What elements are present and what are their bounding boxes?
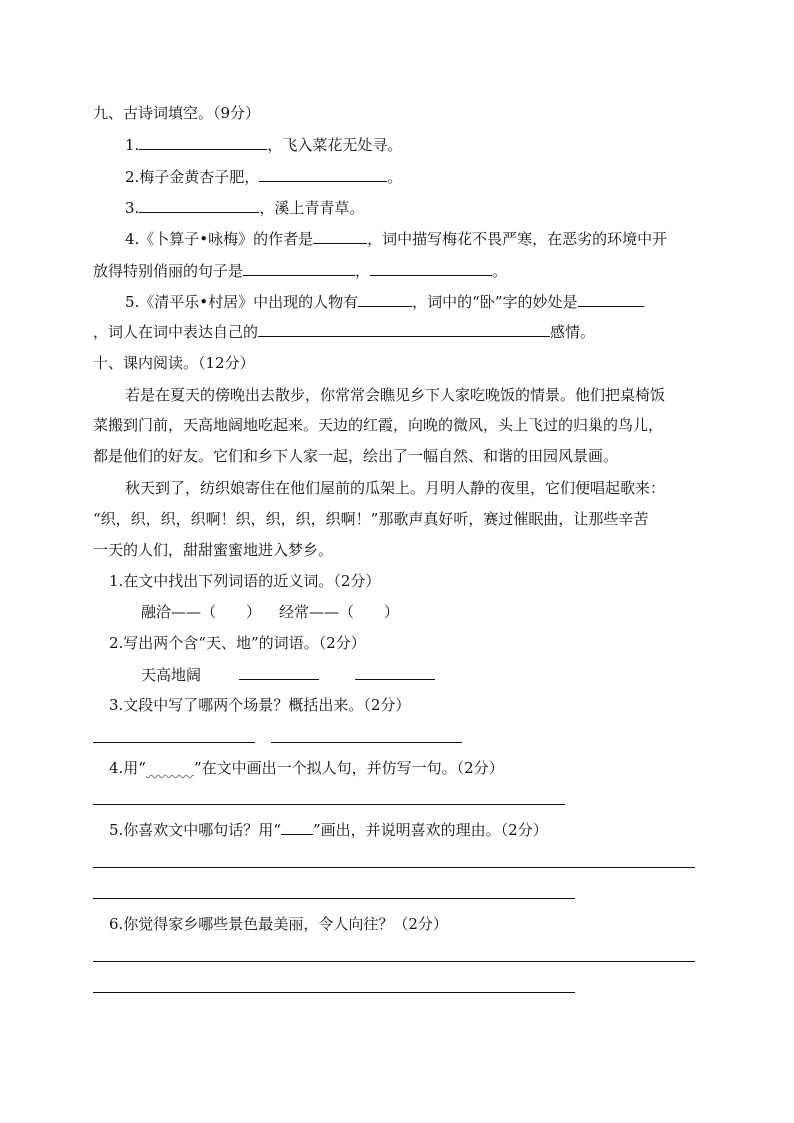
poem-q5-line1: 5.《清平乐•村居》中出现的人物有 ，词中的“卧”字的妙处是 (125, 291, 644, 312)
q5-answer-line-2[interactable] (93, 898, 575, 899)
synonym-a[interactable]: 融洽——（ ） (141, 603, 262, 621)
poem-q4-line2: 放得特别俏丽的句子是 ， 。 (93, 262, 508, 280)
poem-q3: 3. ，溪上青青草。 (125, 199, 365, 217)
word-blank-2[interactable] (355, 664, 435, 680)
reading-q3: 3.文段中写了哪两个场景？概括出来。（2分） (109, 696, 411, 714)
poem-q5-line2: ，词人在词中表达自己的 感情。 (93, 323, 596, 341)
q3-answer-line-1[interactable] (93, 742, 255, 743)
poem-q5-feeling-blank[interactable] (258, 321, 550, 337)
wavy-underline-mark: ～～～ (145, 759, 194, 777)
q4-answer-line[interactable] (93, 804, 565, 805)
passage-p2-line2: “织，织，织，织啊！织，织，织，织啊！”那歌声真好听，赛过催眠曲，让那些辛苦 (93, 510, 649, 528)
section-10-title: 十、课内阅读。（12分） (93, 354, 255, 372)
poem-q4-blank-b[interactable] (370, 260, 492, 276)
poem-q5-people-blank[interactable] (358, 291, 412, 307)
passage-p2-line3: 一天的人们，甜甜蜜蜜地进入梦乡。 (93, 541, 334, 559)
reading-q6: 6.你觉得家乡哪些景色最美丽，令人向往？（2分） (109, 915, 448, 933)
passage-p1-line2: 菜搬到门前，天高地阔地吃起来。天边的红霞，向晚的微风，头上飞过的归巢的鸟儿， (93, 416, 664, 434)
passage-p1-line3: 都是他们的好友。它们和乡下人家一起，绘出了一幅自然、和谐的田园风景画。 (93, 447, 619, 465)
section-9-title: 九、古诗词填空。（9分） (93, 104, 261, 122)
reading-q1-answers (141, 602, 399, 622)
q3-answer-line-2[interactable] (271, 742, 462, 743)
straight-underline-mark (281, 821, 313, 835)
poem-q4-author-blank[interactable] (313, 228, 367, 244)
poem-q2-blank[interactable] (259, 166, 387, 182)
q6-answer-line-1[interactable] (93, 961, 695, 962)
word-blank-1[interactable] (239, 664, 319, 680)
passage-p2-line1: 秋天到了，纺织娘寄住在他们屋前的瓜架上。月明人静的夜里，它们便唱起歌来： (125, 479, 666, 497)
reading-q4: 4.用“～～～”在文中画出一个拟人句，并仿写一句。（2分） (109, 759, 504, 777)
q6-answer-line-2[interactable] (93, 992, 575, 993)
passage-p1-line1: 若是在夏天的傍晚出去散步，你常常会瞧见乡下人家吃晚饭的情景。他们把桌椅饭 (125, 386, 666, 404)
poem-q4-line1: 4.《卜算子•咏梅》的作者是 ，词中描写梅花不畏严寒，在恶劣的环境中开 (125, 230, 668, 248)
reading-q2-answers: 天高地阔 (141, 664, 435, 685)
poem-q5-wo-blank[interactable] (578, 291, 644, 307)
poem-q1-blank[interactable] (139, 134, 267, 150)
reading-q5: 5.你喜欢文中哪句话？用“ ”画出，并说明喜欢的理由。（2分） (109, 821, 548, 839)
q5-answer-line-1[interactable] (93, 867, 695, 868)
poem-q3-blank[interactable] (139, 197, 259, 213)
synonym-b[interactable]: 经常——（ ） (279, 603, 400, 621)
poem-q1: 1. ，飞入菜花无处寻。 (125, 136, 403, 154)
poem-q4-blank-a[interactable] (243, 260, 355, 276)
reading-q1: 1.在文中找出下列词语的近义词。（2分） (109, 572, 381, 590)
poem-q2: 2.梅子金黄杏子肥， 。 (125, 168, 403, 186)
reading-q2: 2.写出两个含“天、地”的词语。（2分） (109, 634, 366, 652)
